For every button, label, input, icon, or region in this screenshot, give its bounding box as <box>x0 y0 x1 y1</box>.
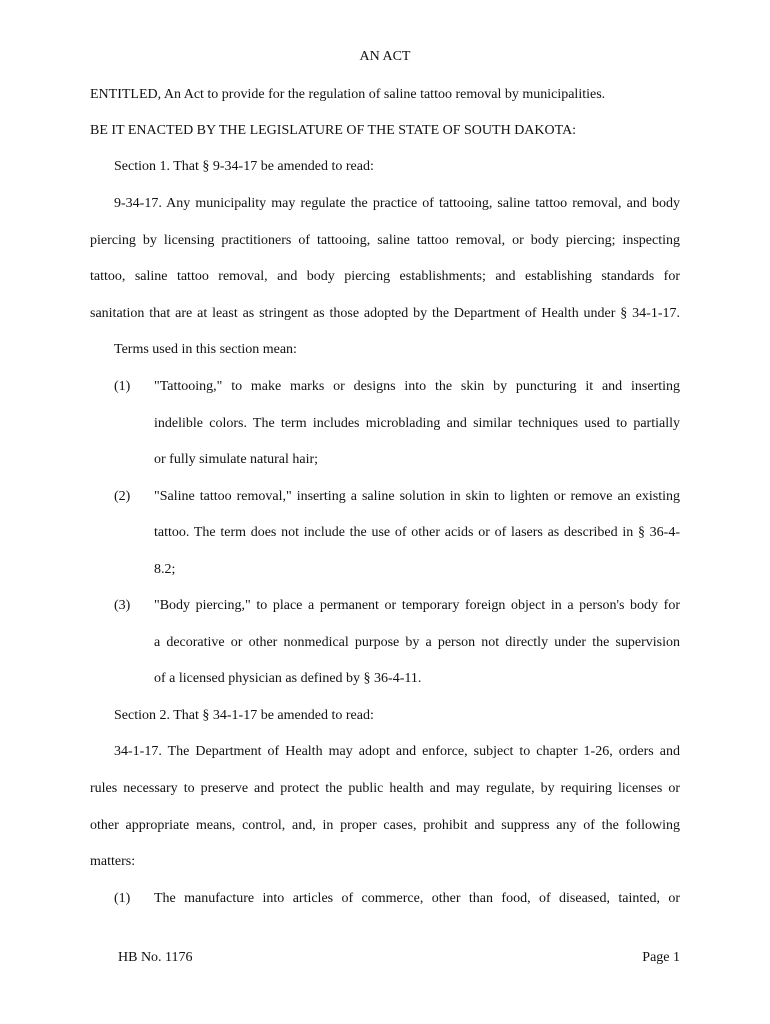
definition-number: (1) <box>114 379 131 394</box>
act-title: AN ACT <box>359 49 411 64</box>
section1-text-line: tattoo, saline tattoo removal, and body piercing establishments; and establishing standards for <box>90 269 680 284</box>
definition-line: of a licensed physician as defined by § 36-4-11. <box>154 671 422 686</box>
definition-line: a decorative or other nonmedical purpose by a person not directly under the supervision <box>154 635 680 650</box>
terms-intro: Terms used in this section mean: <box>114 342 297 357</box>
section2-text-line: other appropriate means, control, and, in proper cases, prohibit and suppress any of the following <box>90 818 680 833</box>
definition-number: (2) <box>114 489 131 504</box>
section2-text-line: matters: <box>90 854 136 869</box>
entitled-line: ENTITLED, An Act to provide for the regulation of saline tattoo removal by municipalities. <box>90 87 606 102</box>
definition-line: indelible colors. The term includes microblading and similar techniques used to partially <box>154 416 680 431</box>
section2-text-line: 34-1-17. The Department of Health may adopt and enforce, subject to chapter 1-26, orders and <box>114 744 680 759</box>
section2-heading: Section 2. That § 34-1-17 be amended to read: <box>114 708 374 723</box>
section2-text-line: rules necessary to preserve and protect the public health and may regulate, by requiring licenses or <box>90 781 680 796</box>
definition-line: tattoo. The term does not include the use of other acids or of lasers as described in § 36-4- <box>154 525 680 540</box>
definition-number: (3) <box>114 598 131 613</box>
footer-page-number: Page 1 <box>642 950 680 965</box>
item-line: The manufacture into articles of commerce, other than food, of diseased, tainted, or <box>154 891 680 906</box>
definition-line: "Saline tattoo removal," inserting a saline solution in skin to lighten or remove an existing <box>154 489 680 504</box>
definition-line: or fully simulate natural hair; <box>154 452 319 467</box>
footer-bill-number: HB No. 1176 <box>118 950 193 965</box>
enacting-clause: BE IT ENACTED BY THE LEGISLATURE OF THE STATE OF SOUTH DAKOTA: <box>90 123 577 138</box>
definition-line: "Tattooing," to make marks or designs into the skin by puncturing it and inserting <box>154 379 680 394</box>
section1-heading: Section 1. That § 9-34-17 be amended to read: <box>114 159 374 174</box>
definition-line: 8.2; <box>154 562 176 577</box>
item-number: (1) <box>114 891 131 906</box>
section1-text-line: sanitation that are at least as stringent as those adopted by the Department of Health under § 34-1-17. <box>90 306 680 321</box>
definition-line: "Body piercing," to place a permanent or temporary foreign object in a person's body for <box>154 598 680 613</box>
section1-text-line: piercing by licensing practitioners of tattooing, saline tattoo removal, or body piercing; inspecting <box>90 233 680 248</box>
section1-text-line: 9-34-17. Any municipality may regulate the practice of tattooing, saline tattoo removal, and body <box>114 196 680 211</box>
